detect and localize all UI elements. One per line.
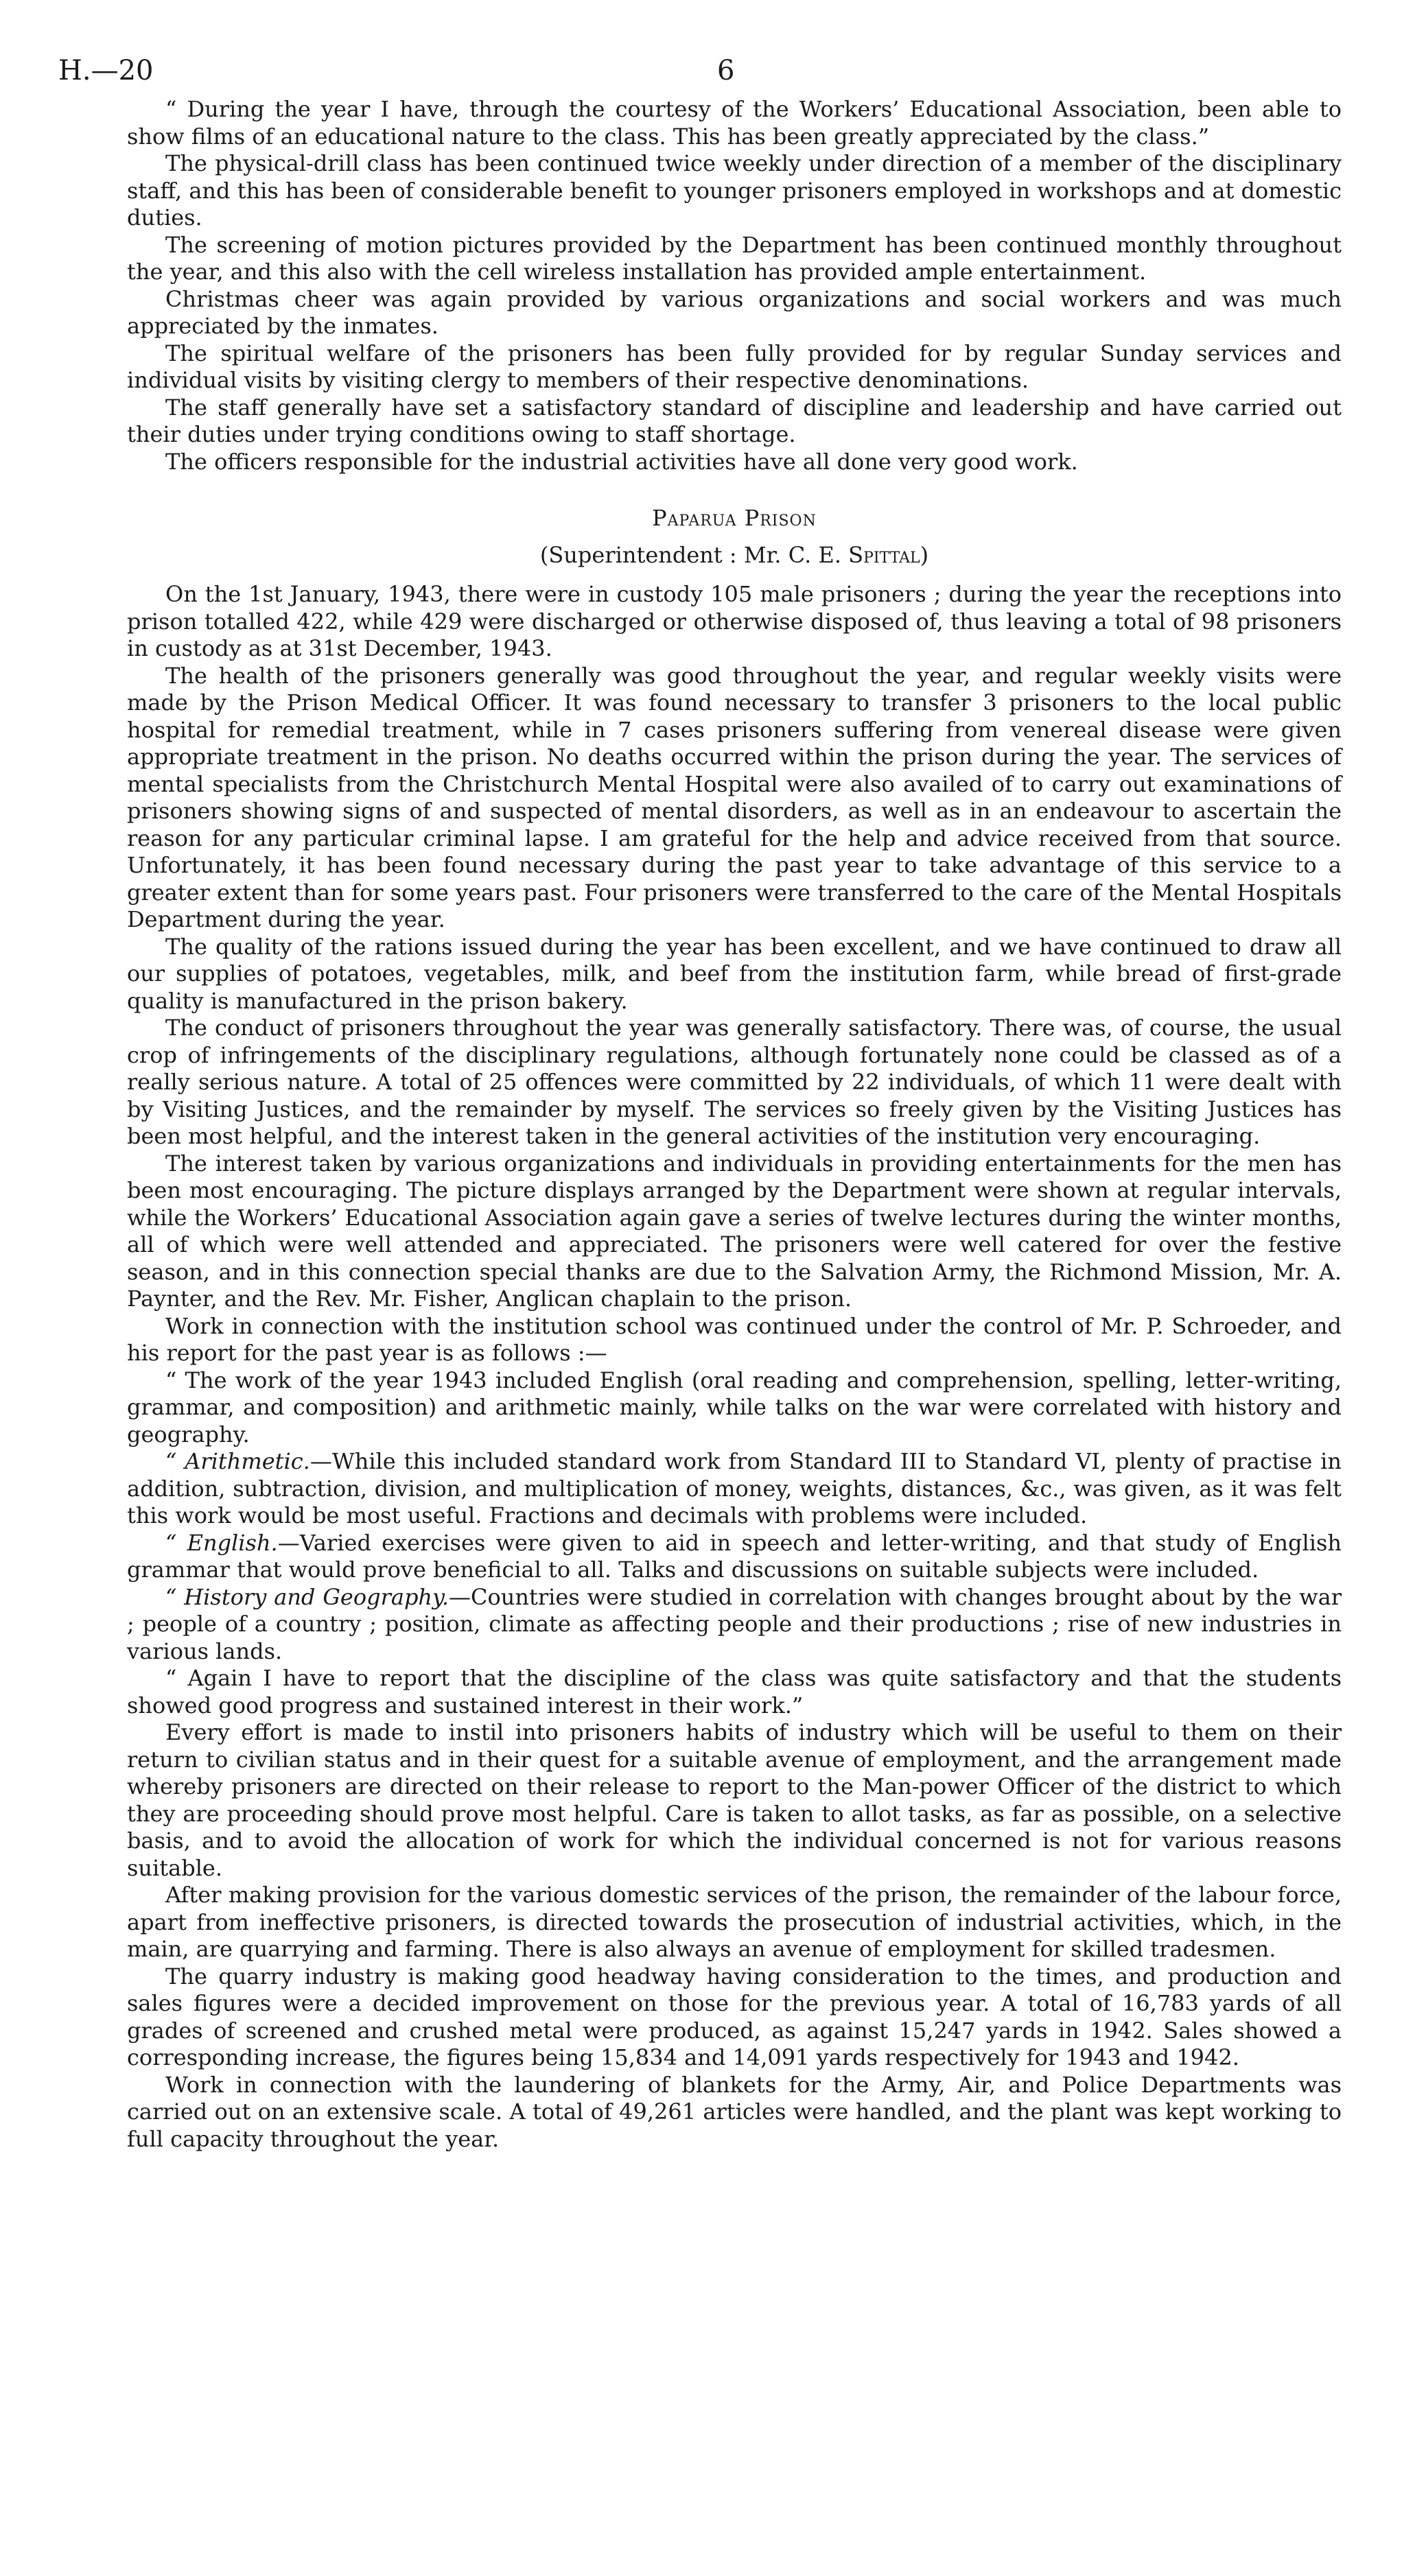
intro-paragraphs bbox=[127, 96, 1342, 475]
page-header bbox=[58, 55, 1342, 96]
paragraph: “ Again I have to report that the discipline of the class was quite satisfactory and that the students showed good progress and sustained interest in their work.” bbox=[127, 1665, 1342, 1718]
superintendent-name: Spittal bbox=[848, 542, 920, 568]
paragraph: The spiritual welfare of the prisoners has been fully provided for by regular Sunday services and individual visits by visiting clergy to members of their respective denominations. bbox=[127, 340, 1342, 393]
paragraph: “ During the year I have, through the courtesy of the Workers’ Educational Association, been able to show films of an educational nature to the class. This has been greatly appreciated by the class.” bbox=[127, 96, 1342, 150]
paragraph: After making provision for the various domestic services of the prison, the remainder of the labour force, apart from ineffective prisoners, is directed towards the prosecution of industrial activities, which, in the main, are quarrying and farming. There is also always an avenue of employment for skilled tradesmen. bbox=[127, 1882, 1342, 1962]
paragraph: Every effort is made to instil into prisoners habits of industry which will be useful to them on their return to civilian status and in their quest for a suitable avenue of employment, and the arrangement made whereby prisoners are directed on their release to report to the Man-power Officer of the district to which they are proceeding should prove most helpful. Care is taken to allot tasks, as far as possible, on a selective basis, and to avoid the allocation of work for which the individual concerned is not for various reasons suitable. bbox=[127, 1719, 1342, 1881]
subject-label: “ English. bbox=[165, 1529, 278, 1556]
paragraph: Christmas cheer was again provided by various organizations and social workers and was much appreciated by the inmates. bbox=[127, 285, 1342, 339]
paragraph-english bbox=[127, 1530, 1342, 1584]
paragraph-history bbox=[127, 1584, 1342, 1666]
paragraph: “ The work of the year 1943 included English (oral reading and comprehension, spelling, letter-writing, grammar, and composition) and arithmetic mainly, while talks on the war were correlated with history and geography. bbox=[127, 1367, 1342, 1447]
paragraph-arithmetic bbox=[127, 1448, 1342, 1530]
paragraph: Work in connection with the institution school was continued under the control of Mr. P. Schroeder, and his report for the past year is as follows :— bbox=[127, 1312, 1342, 1366]
paragraph: On the 1st January, 1943, there were in custody 105 male prisoners ; during the year the receptions into prison totalled 422, while 429 were discharged or otherwise disposed of, thus leaving a total of 98 prisoners in custody as at 31st December, 1943. bbox=[127, 581, 1342, 661]
paragraph: The interest taken by various organizations and individuals in providing entertainments for the men has been most encouraging. The picture displays arranged by the Department were shown at regular intervals, while the Workers’ Educational Association again gave a series of twelve lectures during the winter months, all of which were well attended and appreciated. The prisoners were well catered for over the festive season, and in this connection special thanks are due to the Salvation Army, the Richmond Mission, Mr. A. Paynter, and the Rev. Mr. Fisher, Anglican chaplain to the prison. bbox=[127, 1150, 1342, 1312]
paragraph: The officers responsible for the industrial activities have all done very good work. bbox=[165, 448, 1078, 475]
subtitle-prefix: (Superintendent : Mr. C. E. bbox=[539, 542, 849, 568]
paragraph: The conduct of prisoners throughout the year was generally satisfactory. There was, of course, the usual crop of infringements of the disciplinary regulations, although fortunately none could be classed as of a really serious nature. A total of 25 offences were committed by 22 individuals, of which 11 were dealt with by Visiting Justices, and the remainder by myself. The services so freely given by the Visiting Justices has been most helpful, and the interest taken in the general activities of the institution very encouraging. bbox=[127, 1015, 1342, 1149]
paragraph: The physical-drill class has been continued twice weekly under direction of a member of the disciplinary staff, and this has been of considerable benefit to younger prisoners employed in workshops and at domestic duties. bbox=[127, 150, 1342, 231]
main-paragraphs bbox=[127, 581, 1342, 2153]
paragraph: The health of the prisoners generally was good throughout the year, and regular weekly visits were made by the Prison Medical Officer. It was found necessary to transfer 3 prisoners to the local public hospital for remedial treatment, while in 7 cases prisoners suffering from venereal disease were given appropriate treatment in the prison. No deaths occurred within the prison during the year. The services of mental specialists from the Christchurch Mental Hospital were also availed of to carry out examinations of prisoners showing signs of and suspected of mental disorders, as well as in an endeavour to ascertain the reason for any particular criminal lapse. I am grateful for the help and advice received from that source. Unfortunately, it has been found necessary during the past year to take advantage of this service to a greater extent than for some years past. Four prisoners were transferred to the care of the Mental Hospitals Department during the year. bbox=[127, 662, 1342, 932]
paragraph: The quarry industry is making good headway having consideration to the times, and production and sales figures were a decided improvement on those for the previous year. A total of 16,783 yards of all grades of screened and crushed metal were produced, as against 15,247 yards in 1942. Sales showed a corresponding increase, the figures being 15,834 and 14,091 yards respectively for 1943 and 1942. bbox=[127, 1963, 1342, 2070]
document-reference: H.—20 bbox=[58, 55, 154, 86]
page-number: 6 bbox=[717, 55, 735, 86]
subtitle-suffix: ) bbox=[920, 542, 929, 568]
paragraph: The staff generally have set a satisfactory standard of discipline and leadership and have carried out their duties under trying conditions owing to staff shortage. bbox=[127, 394, 1342, 447]
section-title: Paparua Prison bbox=[652, 505, 817, 531]
paragraph: Work in connection with the laundering of blankets for the Army, Air, and Police Departments was carried out on an extensive scale. A total of 49,261 articles were handled, and the plant was kept working to full capacity throughout the year. bbox=[127, 2071, 1342, 2152]
paragraph: The screening of motion pictures provided by the Department has been continued monthly throughout the year, and this also with the cell wireless installation has provided ample entertainment. bbox=[127, 231, 1342, 285]
subject-text: —Countries were studied in correlation with changes brought about by the war ; people of a country ; position, climate as affecting people and their productions ; rise of new industries in various lands. bbox=[127, 1583, 1342, 1664]
subject-text: —Varied exercises were given to aid in speech and letter-writing, and that study of English grammar that would prove beneficial to all. Talks and discussions on suitable subjects were included. bbox=[127, 1529, 1342, 1583]
subject-label: “ History and Geography. bbox=[165, 1583, 449, 1610]
document-page bbox=[58, 55, 1342, 2153]
paragraph: The quality of the rations issued during the year has been excellent, and we have continued to draw all our supplies of potatoes, vegetables, milk, and beef from the institution farm, while bread of first-grade quality is manufactured in the prison bakery. bbox=[127, 933, 1342, 1014]
subject-label: “ Arithmetic. bbox=[165, 1448, 310, 1474]
subject-text: —While this included standard work from Standard III to Standard VI, plenty of practise in addition, subtraction, division, and multiplication of money, weights, distances, &c., was given, as it was felt this work would be most useful. Fractions and decimals with problems were included. bbox=[127, 1448, 1342, 1528]
section-subtitle bbox=[127, 541, 1342, 569]
